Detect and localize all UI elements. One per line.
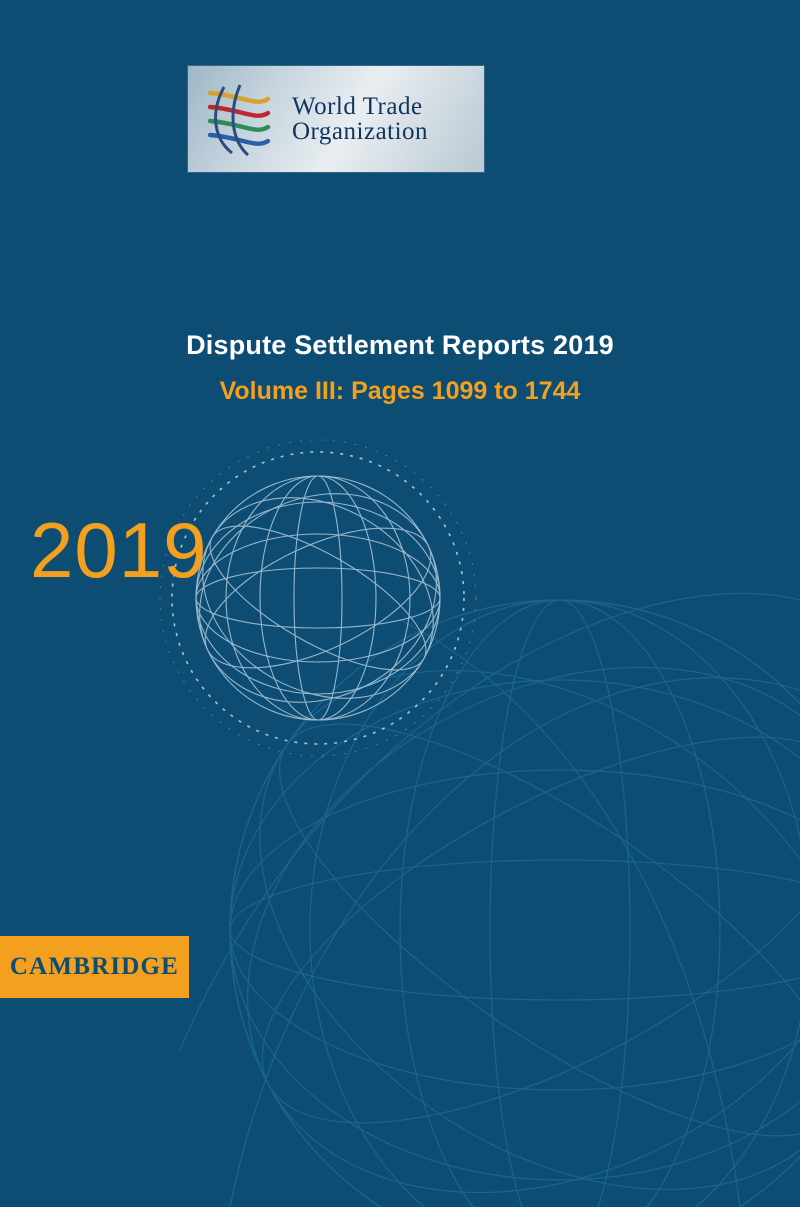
page-title: Dispute Settlement Reports 2019 [186, 330, 614, 360]
wto-line-2: Organization [292, 118, 429, 145]
publisher-label: CAMBRIDGE [9, 953, 180, 980]
title-block [0, 330, 800, 406]
wto-wordmark [292, 94, 428, 145]
publisher-badge [0, 936, 189, 998]
wto-line-1: World Trade [292, 92, 423, 120]
wto-logo [188, 66, 484, 172]
year-label: 2019 [30, 506, 208, 594]
page-subtitle: Volume III: Pages 1099 to 1744 [219, 377, 581, 405]
wto-swoosh-icon [194, 73, 286, 165]
